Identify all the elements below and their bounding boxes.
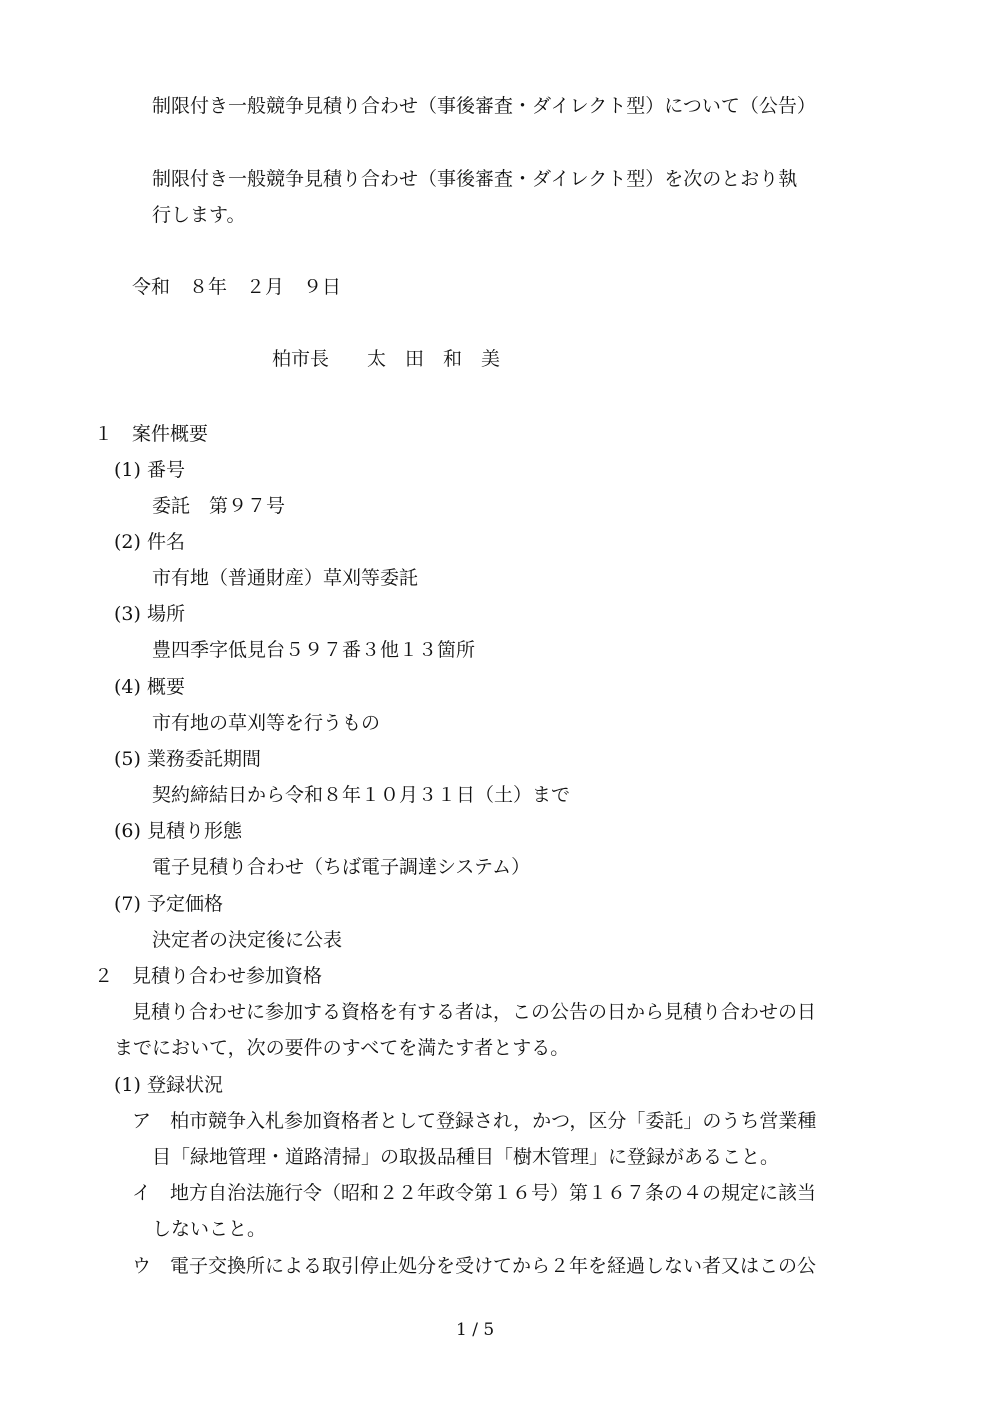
item-value: 決定者の決定後に公表 [152,929,343,951]
intro-line-2: 行します。 [152,204,246,226]
item-value: 市有地の草刈等を行うもの [152,712,381,734]
notice-date: 令和 ８年 ２月 ９日 [132,276,342,298]
item-value: 市有地（普通財産）草刈等委託 [152,567,419,589]
section-2-para-line-1: 見積り合わせに参加する資格を有する者は，この公告の日から見積り合わせの日 [132,1001,817,1023]
clause-a-line-1: ア 柏市競争入札参加資格者として登録され，かつ，区分「委託」のうち営業種 [132,1110,817,1132]
section-1-heading: １ 案件概要 [94,423,209,445]
item-value: 電子見積り合わせ（ちば電子調達システム） [152,856,531,878]
item-value: 契約締結日から令和８年１０月３１日（土）まで [152,784,571,806]
intro-line-1: 制限付き一般競争見積り合わせ（事後審査・ダイレクト型）を次のとおり執 [152,168,798,190]
item-label: (1) 番号 [114,459,185,481]
item-label: (6) 見積り形態 [114,820,242,842]
clause-u-line-1: ウ 電子交換所による取引停止処分を受けてから２年を経過しない者又はこの公 [132,1255,817,1277]
item-label: (5) 業務委託期間 [114,748,261,770]
item-value: 豊四季字低見台５９７番３他１３箇所 [152,639,476,661]
clause-a-line-2: 目「緑地管理・道路清掃」の取扱品種目「樹木管理」に登録があること。 [152,1146,780,1168]
item-label: (7) 予定価格 [114,893,223,915]
section-2-heading: ２ 見積り合わせ参加資格 [94,965,323,987]
item-label: (3) 場所 [114,603,185,625]
notice-title: 制限付き一般競争見積り合わせ（事後審査・ダイレクト型）について（公告） [152,95,816,117]
clause-i-line-2: しないこと。 [152,1218,267,1240]
item-label: (2) 件名 [114,531,185,553]
item-value: 委託 第９７号 [152,495,286,517]
sub-item-label: (1) 登録状況 [114,1074,223,1096]
page-number: 1 / 5 [456,1320,495,1340]
clause-i-line-1: イ 地方自治法施行令（昭和２２年政令第１６号）第１６７条の４の規定に該当 [132,1182,817,1204]
section-2-para-line-2: までにおいて，次の要件のすべてを満たす者とする。 [114,1037,570,1059]
issuer-name: 柏市長 太 田 和 美 [272,348,501,370]
item-label: (4) 概要 [114,676,185,698]
